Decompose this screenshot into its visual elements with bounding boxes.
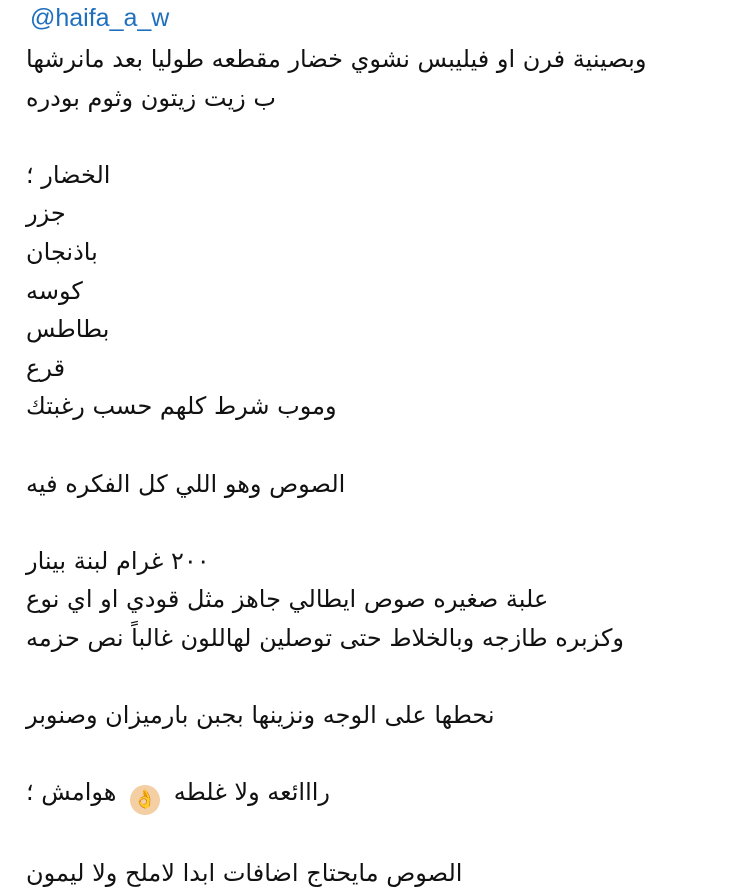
blank-line [26,117,711,156]
post-line [26,773,711,815]
post-body [26,40,711,892]
exclaim-text: رااائعه ولا غلطه [173,778,331,807]
blank-line [26,503,711,542]
post-line: الخضار ؛ [26,160,111,189]
blank-line [26,426,711,465]
post-line: قرع [26,353,66,382]
post-line: نحطها على الوجه ونزينها بجبن بارميزان وصنوبر [26,701,495,730]
account-handle[interactable]: @haifa_a_w [30,4,170,32]
blank-line [26,815,711,854]
post-line: الصوص وهو اللي كل الفكره فيه [26,469,346,498]
ok-hand-icon: 👌 [130,785,160,815]
post-line: علبة صغيره صوص ايطالي جاهز مثل قودي او اي نوع [26,585,549,614]
post-line: وموب شرط كلهم حسب رغبتك [26,392,337,421]
post-line: الصوص مايحتاج اضافات ابدا لاملح ولا ليمون [26,858,463,887]
post-line: وكزبره طازجه وبالخلاط حتى توصلين لهاللون غالباً نص حزمه [26,623,624,652]
post-line: وبصينية فرن او فيليبس نشوي خضار مقطعه طوليا بعد مانرشها [26,45,647,73]
post-line: كوسه [26,276,83,305]
blank-line [26,735,711,774]
post-line: جزر [26,199,66,228]
post-line: ب زيت زيتون وثوم بودره [26,83,276,112]
notes-heading: هوامش ؛ [26,778,117,807]
post-line: باذنجان [26,237,98,266]
post-line: ٢٠٠ غرام لبنة بينار [26,546,210,575]
post-line: بطاطس [26,315,110,344]
blank-line [26,658,711,697]
